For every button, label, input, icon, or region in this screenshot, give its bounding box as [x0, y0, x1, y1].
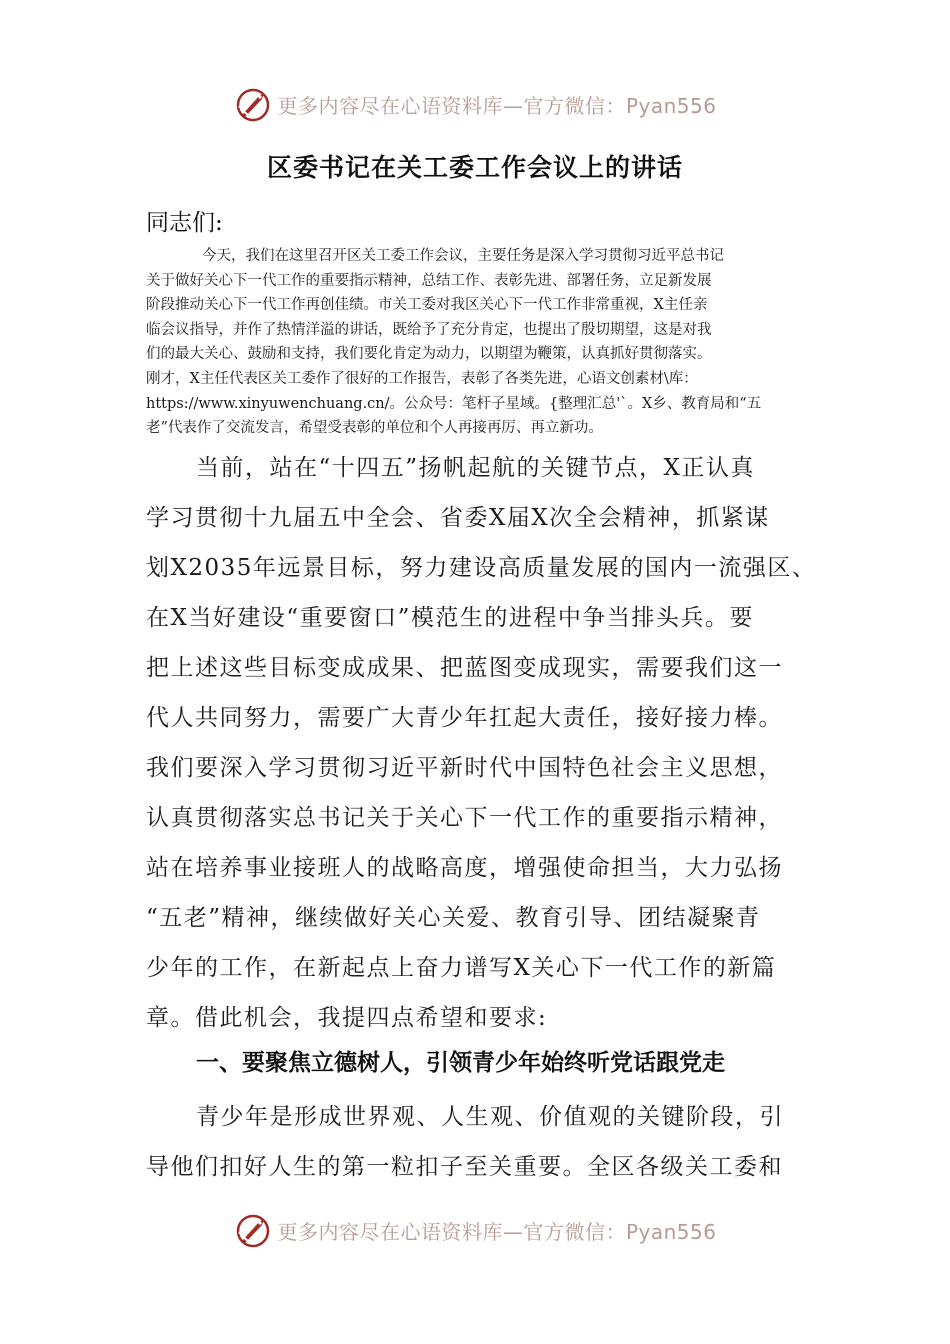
text-line: “五老”精神，继续做好关心关爱、教育引导、团结凝聚青	[146, 905, 761, 931]
text-line: 站在培养事业接班人的战略高度，增强使命担当，大力弘扬	[146, 855, 783, 881]
text-line: 在X当好建设“重要窗口”模范生的进程中争当排头兵。要	[146, 605, 754, 631]
watermark-text: 更多内容尽在心语资料库—官方微信：Pyan556	[277, 93, 717, 118]
text-line: 刚才，X主任代表区关工委作了很好的工作报告，表彰了各类先进，心语文创素材\库：	[146, 370, 698, 387]
text-line: 代人共同努力，需要广大青少年扛起大责任，接好接力棒。	[146, 705, 783, 731]
watermark-banner-top	[0, 82, 950, 126]
watermark-text: 更多内容尽在心语资料库—官方微信：Pyan556	[277, 1219, 717, 1244]
text-line: 关于做好关心下一代工作的重要指示精神，总结工作、表彰先进、部署任务，立足新发展	[146, 272, 712, 289]
text-line: 学习贯彻十九届五中全会、省委X届X次全会精神，抓紧谋	[146, 505, 770, 531]
pen-nib-logo-icon	[233, 84, 273, 124]
pen-nib-logo-icon	[233, 1210, 273, 1250]
text-line: 阶段推动关心下一代工作再创佳绩。市关工委对我区关心下一代工作非常重视，X主任亲	[146, 297, 708, 314]
body-paragraph	[146, 1092, 816, 1192]
section-heading: 一、要聚焦立德树人，引领青少年始终听党话跟党走	[196, 1050, 725, 1076]
greeting: 同志们:	[146, 210, 223, 236]
text-line: 把上述这些目标变成成果、把蓝图变成现实，需要我们这一	[146, 655, 783, 681]
text-line: 导他们扣好人生的第一粒扣子至关重要。全区各级关工委和	[146, 1154, 783, 1180]
text-line: 我们要深入学习贯彻习近平新时代中国特色社会主义思想，	[146, 755, 783, 781]
text-line: 青少年是形成世界观、人生观、价值观的关键阶段，引	[196, 1104, 784, 1130]
text-line: https://www.xinyuwenchuang.cn/。公众号：笔杆子星域。{整理汇总'`。X乡、教育局和“五	[146, 395, 762, 412]
body-paragraph	[146, 443, 816, 1043]
document-title: 区委书记在关工委工作会议上的讲话	[266, 153, 683, 182]
text-line: 当前，站在“十四五”扬帆起航的关键节点，X正认真	[196, 455, 755, 481]
watermark-banner-bottom	[0, 1208, 950, 1252]
text-line: 老”代表作了交流发言，希望受表彰的单位和个人再接再厉、再立新功。	[146, 420, 603, 437]
text-line: 认真贯彻落实总书记关于关心下一代工作的重要指示精神，	[146, 805, 783, 831]
text-line: 少年的工作，在新起点上奋力谱写X关心下一代工作的新篇	[146, 955, 777, 981]
text-line: 章。借此机会，我提四点希望和要求:	[146, 1005, 548, 1031]
text-line: 临会议指导，并作了热情洋溢的讲话，既给予了充分肯定，也提出了殷切期望，这是对我	[146, 321, 712, 338]
text-line: 们的最大关心、鼓励和支持，我们要化肯定为动力，以期望为鞭策，认真抓好贯彻落实。	[146, 346, 712, 363]
text-line: 划X2035年远景目标，努力建设高质量发展的国内一流强区、	[146, 555, 817, 581]
intro-paragraph	[146, 244, 810, 441]
text-line: 今天，我们在这里召开区关工委工作会议，主要任务是深入学习贯彻习近平总书记	[202, 248, 724, 264]
